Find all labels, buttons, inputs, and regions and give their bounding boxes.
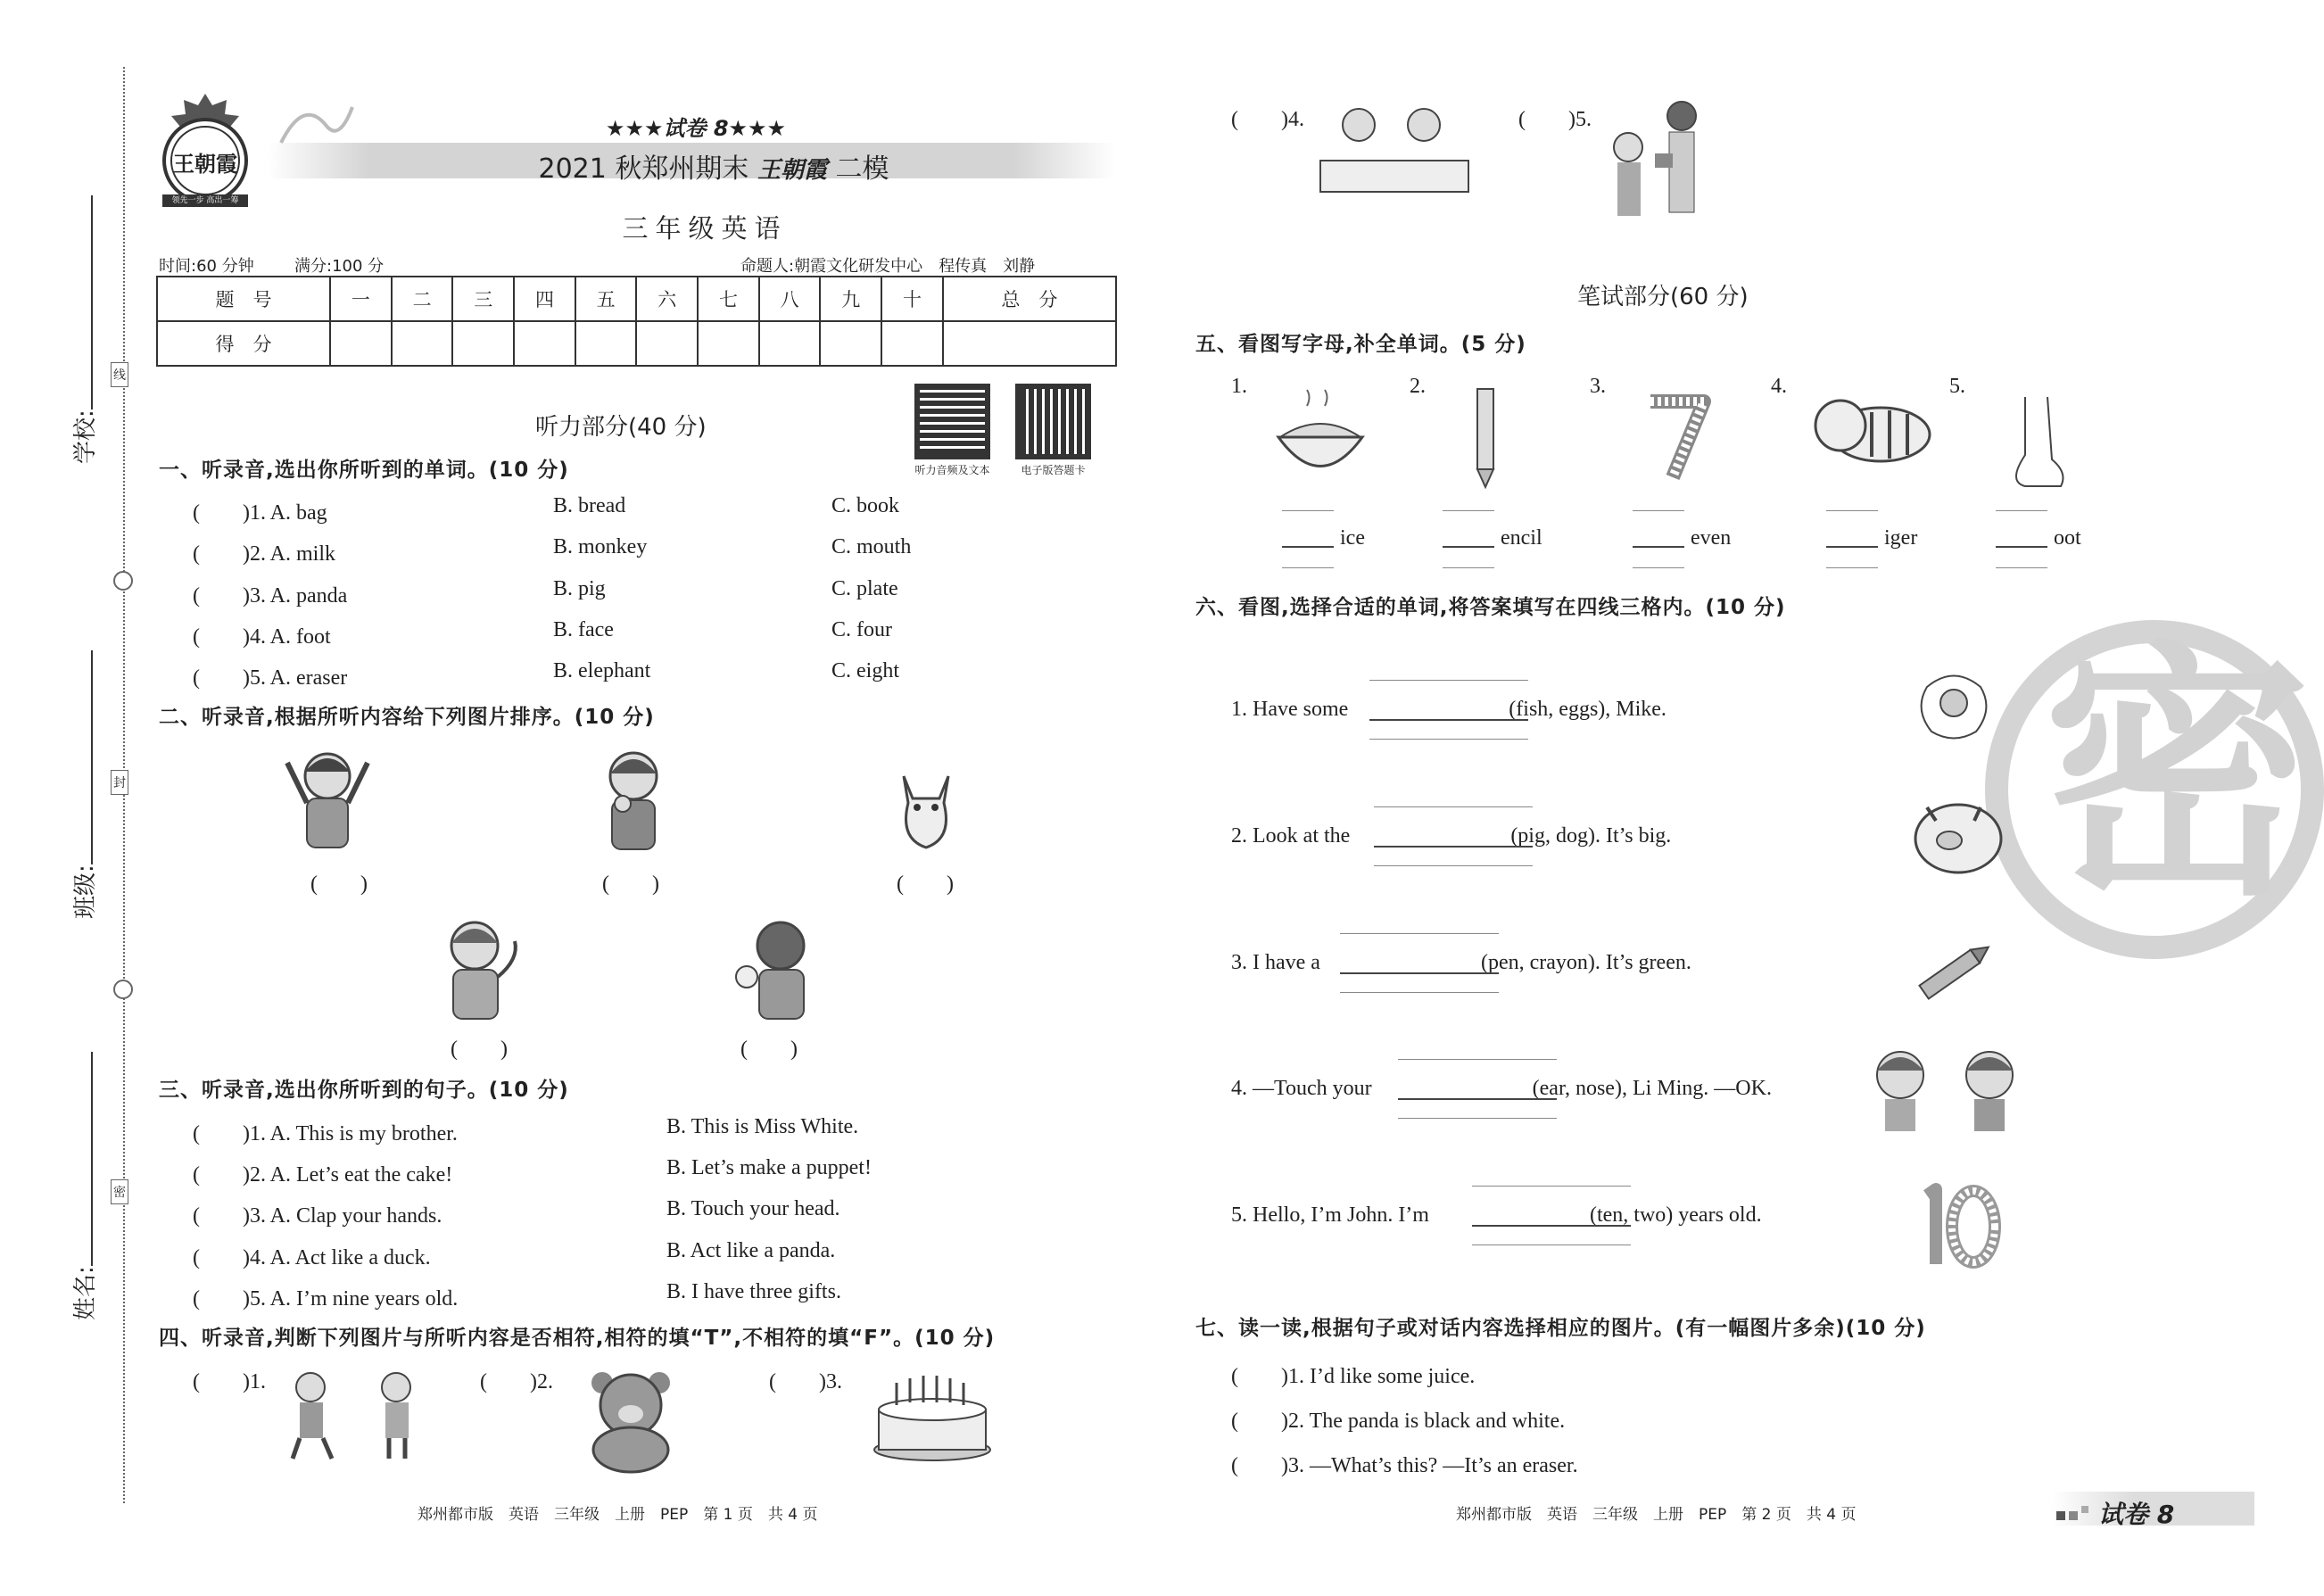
binding-hole-icon <box>113 571 133 591</box>
sentence-start: 2. Look at the <box>1231 824 1351 848</box>
section7-title: 七、读一读,根据句子或对话内容选择相应的图片。(有一幅图片多余)(10 分) <box>1195 1317 1926 1340</box>
binding-hole-icon <box>113 980 133 999</box>
sentence-end: (pen, crayon). It’s green. <box>1480 951 1691 974</box>
answer-blank[interactable]: ( <box>193 1287 243 1311</box>
option-b: B. face <box>553 618 614 641</box>
option-b: B. monkey <box>553 535 648 558</box>
rice-bowl-picture <box>1271 388 1369 490</box>
score-input-cell[interactable] <box>330 321 392 366</box>
word-ending: iger <box>1884 526 1918 550</box>
pencil-picture <box>1472 382 1499 492</box>
option-c: C. plate <box>831 577 898 600</box>
section3-item <box>193 1239 431 1270</box>
item-number: 2. <box>1410 375 1426 398</box>
pig-picture <box>1905 785 2012 887</box>
answer-blank[interactable]: ( <box>1231 1365 1281 1388</box>
kids-dancing-picture <box>284 1365 426 1467</box>
answer-blank[interactable]: ( <box>193 625 243 649</box>
option-c: C. four <box>831 618 892 641</box>
footer-badge: 试卷 8 <box>2098 1500 2175 1529</box>
section6-item <box>1231 1077 1772 1101</box>
section6-title: 六、看图,选择合适的单词,将答案填写在四线三格内。(10 分) <box>1195 596 1786 619</box>
score-header-cell: 三 <box>452 277 514 321</box>
section1-item <box>193 494 327 525</box>
letter-blank[interactable] <box>1443 546 1494 548</box>
qr-code-answer-icon[interactable] <box>1015 384 1091 459</box>
score-header-cell: 八 <box>759 277 821 321</box>
option-a: )1. A. bag <box>243 501 327 525</box>
school-label: 学校: <box>72 409 99 464</box>
exam-title-brand: 王朝霞 <box>757 157 827 184</box>
footer-left: 郑州都市版 英语 三年级 上册 PEP 第 1 页 共 4 页 <box>418 1506 818 1524</box>
option-b: B. Touch your head. <box>666 1197 840 1220</box>
binding-mark-line: 线 <box>111 362 128 387</box>
option-c: C. mouth <box>831 535 912 558</box>
tiger-picture <box>1800 385 1934 478</box>
number-ten-picture <box>1909 1182 2007 1275</box>
option-a: )5. A. eraser <box>243 666 348 690</box>
answer-blank[interactable]: ( <box>1231 108 1281 131</box>
section4-title: 四、听录音,判断下列图片与所听内容是否相符,相符的填“T”,不相符的填“F”。(10 分) <box>159 1327 996 1350</box>
answer-blank[interactable]: ( <box>480 1370 530 1393</box>
answer-blank[interactable]: ( <box>193 1370 243 1393</box>
answer-blank[interactable]: ( <box>193 666 243 690</box>
section6-item <box>1231 824 1671 848</box>
sentence-start: 1. Have some <box>1231 698 1349 721</box>
section7-item <box>1231 1447 1578 1478</box>
watermark-character: 密 <box>2043 620 2311 931</box>
option-b: B. Let’s make a puppet! <box>666 1156 872 1179</box>
boy-gift-girl-picture <box>1601 98 1717 227</box>
score-header-cell: 六 <box>636 277 698 321</box>
order-blank-1[interactable]: ( ) <box>310 872 368 896</box>
subject-title: 三年级英语 <box>622 213 788 244</box>
exam-title-suffix: 二模 <box>835 153 889 185</box>
answer-blank[interactable]: ( <box>193 1204 243 1228</box>
answer-blank[interactable]: ( <box>193 1122 243 1145</box>
exam-authors: 命题人:朝霞文化研发中心 程传真 刘静 <box>740 257 1036 276</box>
answer-blank[interactable]: ( <box>769 1370 819 1393</box>
section3-item <box>193 1197 442 1228</box>
birthday-cake-picture <box>870 1365 995 1467</box>
section2-title: 二、听录音,根据所听内容给下列图片排序。(10 分) <box>159 706 655 729</box>
exam-title-text: 2021 秋郑州期末 <box>538 153 749 185</box>
section7-item <box>1231 1358 1475 1389</box>
name-label: 姓名: <box>72 1266 99 1320</box>
item-number: 3. <box>1590 375 1606 398</box>
sentence-end: (ear, nose), Li Ming. —OK. <box>1532 1077 1772 1100</box>
item-text: )1. I’d like some juice. <box>1281 1365 1476 1388</box>
score-header-cell: 二 <box>392 277 453 321</box>
answer-blank[interactable]: ( <box>1231 1410 1281 1433</box>
item-number: 5. <box>1949 375 1965 398</box>
option-a: )4. A. Act like a duck. <box>243 1246 431 1269</box>
word-ending: encil <box>1501 526 1542 550</box>
boy-cold-picture <box>727 914 825 1025</box>
letter-blank[interactable] <box>1282 546 1334 548</box>
score-input-cell[interactable] <box>575 321 637 366</box>
option-a: )1. A. This is my brother. <box>243 1122 458 1145</box>
sentence-end: (fish, eggs), Mike. <box>1509 698 1666 721</box>
word-ending: ice <box>1340 526 1365 550</box>
score-input-cell[interactable] <box>943 321 1116 366</box>
qr-code-audio-icon[interactable] <box>914 384 990 459</box>
section4-item-5 <box>1518 101 1592 132</box>
score-table-header-row <box>157 277 1116 321</box>
section4-item-3 <box>769 1363 842 1394</box>
option-a: )2. A. milk <box>243 542 336 566</box>
score-input-cell[interactable] <box>636 321 698 366</box>
order-blank-3[interactable]: ( ) <box>897 872 954 896</box>
answer-blank[interactable]: ( <box>193 1246 243 1269</box>
section4-item-2 <box>480 1363 553 1394</box>
item-number: 4. <box>1771 375 1787 398</box>
option-a: )3. A. panda <box>243 584 348 608</box>
answer-blank[interactable]: ( <box>1231 1454 1281 1477</box>
sentence-start: 5. Hello, I’m John. I’m <box>1231 1203 1429 1227</box>
item-number: )4. <box>1281 108 1304 131</box>
bear-picture <box>584 1365 682 1476</box>
score-header-cell: 一 <box>330 277 392 321</box>
section3-title: 三、听录音,选出你所听到的句子。(10 分) <box>159 1079 569 1102</box>
letter-blank[interactable] <box>1826 546 1878 548</box>
name-field[interactable] <box>67 1052 100 1320</box>
series-label: ★★★试卷 8★★★ <box>605 116 787 141</box>
score-row-label: 得 分 <box>157 321 330 366</box>
section5-title: 五、看图写字母,补全单词。(5 分) <box>1195 333 1526 356</box>
sentence-start: 3. I have a <box>1231 951 1320 974</box>
section4-item-1 <box>193 1363 266 1394</box>
item-number: )5. <box>1568 108 1592 131</box>
score-input-cell[interactable] <box>514 321 575 366</box>
kids-ear-nose-picture <box>1860 1044 2030 1137</box>
answer-blank[interactable]: ( <box>193 501 243 525</box>
word-ending: even <box>1691 526 1732 550</box>
option-b: B. This is Miss White. <box>666 1115 859 1138</box>
answer-blank[interactable]: ( <box>1518 108 1568 131</box>
item-number: 1. <box>1231 375 1247 398</box>
section1-item <box>193 659 347 690</box>
letter-blank[interactable] <box>1996 546 2047 548</box>
section3-item <box>193 1115 458 1146</box>
number-seven-picture <box>1642 388 1713 490</box>
score-header-cell: 十 <box>881 277 943 321</box>
letter-blank[interactable] <box>1633 546 1684 548</box>
option-c: C. book <box>831 494 900 517</box>
option-b: B. pig <box>553 577 606 600</box>
section1-item <box>193 618 331 649</box>
fried-eggs-picture <box>1909 660 1998 753</box>
sentence-end: (pig, dog). It’s big. <box>1510 824 1672 848</box>
class-label: 班级: <box>72 864 99 919</box>
exam-time: 时间:60 分钟 <box>159 257 254 276</box>
section6-item <box>1231 951 1691 975</box>
exam-title <box>446 146 981 186</box>
option-b: B. elephant <box>553 659 651 682</box>
foot-picture <box>1998 393 2070 494</box>
girl-waving-picture <box>278 745 376 856</box>
score-header-cell: 题 号 <box>157 277 330 321</box>
order-blank-2[interactable]: ( ) <box>602 872 659 896</box>
cat-picture <box>881 758 971 860</box>
score-header-cell: 总 分 <box>943 277 1116 321</box>
crayon-picture <box>1909 937 1998 1012</box>
section7-item <box>1231 1402 1565 1434</box>
section6-item <box>1231 1203 1762 1228</box>
item-text: )3. —What’s this? —It’s an eraser. <box>1281 1454 1578 1477</box>
ribbon-decoration <box>277 98 357 152</box>
item-number: )2. <box>530 1370 553 1393</box>
listening-title: 听力部分(40 分) <box>535 414 707 441</box>
section3-item <box>193 1156 452 1187</box>
item-number: )3. <box>819 1370 842 1393</box>
section1-item <box>193 577 347 608</box>
score-header-cell: 九 <box>820 277 881 321</box>
word-ending: oot <box>2054 526 2081 550</box>
score-header-cell: 七 <box>698 277 759 321</box>
score-header-cell: 四 <box>514 277 575 321</box>
answer-blank[interactable]: ( <box>193 584 243 608</box>
kids-eating-picture <box>1319 98 1470 200</box>
badge-squares-icon <box>2056 1504 2097 1526</box>
qr-label-answer: 电子版答题卡 <box>1021 464 1086 476</box>
item-text: )2. The panda is black and white. <box>1281 1410 1566 1433</box>
class-field[interactable] <box>67 650 100 919</box>
order-blank-5[interactable]: ( ) <box>740 1038 798 1061</box>
score-input-cell[interactable] <box>452 321 514 366</box>
boy-scarf-picture <box>430 914 528 1025</box>
score-input-cell[interactable] <box>698 321 759 366</box>
writing-title: 笔试部分(60 分) <box>1577 284 1749 310</box>
section6-item <box>1231 698 1666 722</box>
score-header-cell: 五 <box>575 277 637 321</box>
footer-right: 郑州都市版 英语 三年级 上册 PEP 第 2 页 共 4 页 <box>1456 1506 1857 1524</box>
logo-text: 王朝霞 <box>173 152 237 177</box>
sentence-start: 4. —Touch your <box>1231 1077 1372 1100</box>
exam-full-score: 满分:100 分 <box>294 257 385 276</box>
score-table <box>156 276 1117 367</box>
school-field[interactable] <box>67 195 100 464</box>
qr-label-audio: 听力音频及文本 <box>914 464 990 476</box>
brand-logo <box>152 89 259 214</box>
option-a: )4. A. foot <box>243 625 331 649</box>
option-c: C. eight <box>831 659 899 682</box>
score-input-cell[interactable] <box>392 321 453 366</box>
option-b: B. Act like a panda. <box>666 1239 836 1262</box>
order-blank-4[interactable]: ( ) <box>451 1038 508 1061</box>
boy-touching-face-picture <box>589 745 678 856</box>
section1-item <box>193 535 335 566</box>
answer-blank[interactable]: ( <box>193 1163 243 1187</box>
section3-item <box>193 1280 458 1311</box>
option-b: B. bread <box>553 494 626 517</box>
binding-mark-secret: 密 <box>111 1179 128 1204</box>
logo-subtext: 领先一步 高出一筹 <box>171 196 239 205</box>
option-a: )2. A. Let’s eat the cake! <box>243 1163 453 1187</box>
answer-blank[interactable]: ( <box>193 542 243 566</box>
score-input-cell[interactable] <box>881 321 943 366</box>
item-number: )1. <box>243 1370 266 1393</box>
section4-item-4 <box>1231 101 1304 132</box>
section1-title: 一、听录音,选出你所听到的单词。(10 分) <box>159 459 569 482</box>
score-input-cell[interactable] <box>820 321 881 366</box>
option-a: )5. A. I’m nine years old. <box>243 1287 459 1311</box>
score-table-input-row <box>157 321 1116 366</box>
option-a: )3. A. Clap your hands. <box>243 1204 442 1228</box>
binding-mark-seal: 封 <box>111 770 128 795</box>
option-b: B. I have three gifts. <box>666 1280 841 1303</box>
score-input-cell[interactable] <box>759 321 821 366</box>
sentence-end: (ten, two) years old. <box>1589 1203 1762 1227</box>
